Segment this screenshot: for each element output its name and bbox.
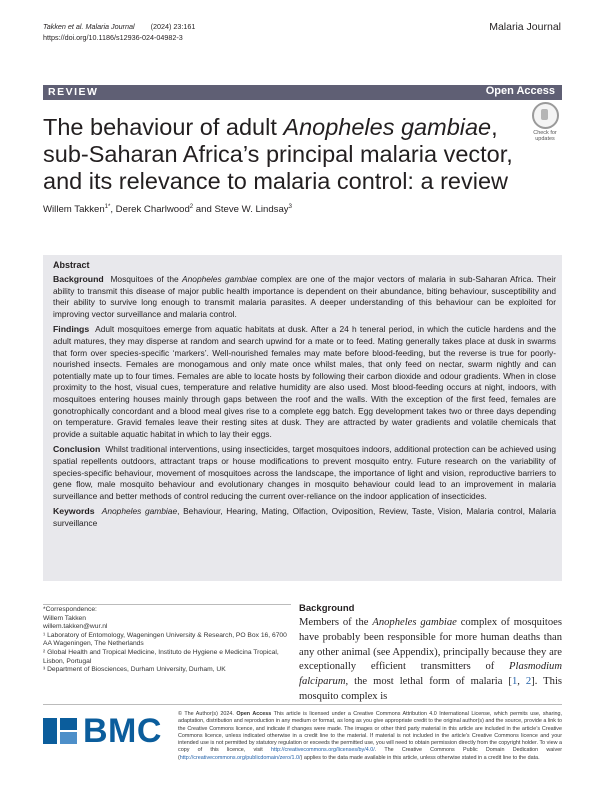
abstract-keywords: Keywords Anopheles gambiae, Behaviour, Hearing, Mating, Olfaction, Oviposition, Review, Taste, Vision, Malaria control, Malaria surveillance <box>53 506 557 528</box>
correspondence-name: Willem Takken <box>43 614 86 622</box>
abstract-box <box>43 255 562 581</box>
background-paragraph: Members of the Anopheles gambiae complex of mosquitoes have probably been responsible for more human deaths than any other animal (see Appendix), principally because they are exceptionally efficient transmitters of Plasmodium falciparum, the most lethal form of malaria [1, 2]. This mosquito complex is <box>299 617 563 702</box>
citation <box>43 22 195 43</box>
affiliation: ³ Department of Biosciences, Durham University, Durham, UK <box>43 666 226 674</box>
citation-journal: Takken et al. Malaria Journal <box>43 22 135 31</box>
correspondence-label: *Correspondence: <box>43 606 97 613</box>
check-for-updates-button[interactable] <box>529 102 561 142</box>
update-badge-icon <box>532 102 559 129</box>
abstract-heading: Abstract <box>53 260 90 270</box>
waiver-link[interactable]: http://creativecommons.org/publicdomain/zero/1.0/ <box>179 754 301 761</box>
license-text: © The Author(s) 2024. Open Access This article is licensed under a Creative Commons Attribution 4.0 International License, which permits use, sharing, adaptation, distribution and reproduction in any medium or format, as long as you give appropriate credit to the original author(s) and the source, provide a link to the Creative Commons licence, and indicate if changes were made. The images or other third party material in this article are included in the article’s Creative Commons licence, unless indicated otherwise in a credit line to the material. If material is not included in the article’s Creative Commons licence and your intended use is not permitted by statutory regulation or exceeds the permitted use, you will need to obtain permission directly from the copyright holder. To view a copy of this licence, visit http://creativecommons.org/licenses/by/4.0/. The Creative Commons Public Domain Dedication waiver (http://creativecommons.org/publicdomain/zero/1.0/) applies to the data made available in this article, unless otherwise stated in a credit line to the data. <box>178 711 563 761</box>
author-list: Willem Takken$^{1*}$, Derek Charlwood$^2$ and Steve W. Lindsay$^3$ <box>43 204 292 216</box>
journal-name: Malaria Journal <box>489 21 561 33</box>
check-for-updates-label: Check for updates <box>533 130 557 142</box>
article-title: The behaviour of adult Anopheles gambiae, sub-Saharan Africa’s principal malaria vector, and its relevance to malaria control: a review <box>43 114 513 194</box>
divider <box>43 604 291 605</box>
correspondence-email[interactable]: willem.takken@wur.nl <box>43 623 108 631</box>
author[interactable]: and Steve W. Lindsay <box>193 204 289 216</box>
article-type-banner <box>43 85 562 100</box>
author[interactable]: Willem Takken <box>43 204 105 216</box>
correspondence-block <box>43 606 288 675</box>
doi-link[interactable]: https://doi.org/10.1186/s12936-024-04982-3 <box>43 32 183 42</box>
reference-link[interactable]: 2 <box>525 676 532 688</box>
divider <box>43 704 562 705</box>
citation-volume: (2024) 23:161 <box>150 22 196 31</box>
affiliation: ² Global Health and Tropical Medicine, Instituto de Hygiene e Medicina Tropical, Lisbon, Portugal <box>43 648 279 665</box>
license-link[interactable]: http://creativecommons.org/licenses/by/4.0/ <box>271 747 375 754</box>
article-type: REVIEW <box>48 86 99 98</box>
author[interactable]: , Derek Charlwood <box>110 204 190 216</box>
abstract-findings: Findings Adult mosquitoes emerge from aquatic habitats at dusk. After a 24 h teneral period, in which the cuticle hardens and the adult matures, they may disperse at random and search upwind for a mate or to feed. Mating generally takes place at dusk in swarms that form over species-specific ‘markers’. Well-nourished females may mate before blood-feeding, but the reverse is true for poorly-nourished insects. Females are monogamous and only mate once whilst males, that only feed on nectar, swarm nightly and can potentially mate up to four times. Females are able to locate hosts by following their carbon dioxide and odour gradients. When in close proximity to the host, visual cues, temperature and relative humidity are also used. Most blood-feeding occurs at night, indoors, with mosquitoes entering houses mainly through gaps between the roof and the walls. With the exception of the first feed, females are gonotrophically concordant and a blood meal gives rise to a complete egg batch. Egg development takes two or three days depending on temperature. Gravid females leave their resting sites at dusk. They are attracted by water gradients and volatile chemicals that provide a suitable aquatic habitat in which to lay their eggs. <box>53 324 556 439</box>
abstract-conclusion: Conclusion Whilst traditional interventions, using insecticides, target mosquitoes indoors, additional protection can be achieved using spatial repellents outdoors, attractant traps or house modifications to prevent mosquito entry. Future research on the variability of species-specific behaviour, movement of mosquitoes across the landscape, the importance of light and vision, reproductive barriers to gene flow, male mosquito behaviour and evolutionary changes in mosquito behaviour could lead to an improvement in malaria surveillance and better methods of control reducing the current over-reliance on the indoor application of insecticides. <box>53 444 556 501</box>
bmc-mark-icon <box>43 714 77 748</box>
reference-link[interactable]: 1 <box>511 676 518 688</box>
open-access-label: Open Access <box>485 85 555 97</box>
bmc-logo-text: BMC <box>83 712 162 750</box>
background-heading: Background <box>299 603 355 614</box>
affiliation: ¹ Laboratory of Entomology, Wageningen University & Research, PO Box 16, 6700 AA Wageningen, The Netherlands <box>43 631 287 648</box>
abstract-background: Background Mosquitoes of the Anopheles gambiae complex are one of the major vectors of malaria in sub-Saharan Africa. Their ability to transmit this disease of major public health importance is dependent on their abundance, biting behaviour, susceptibility and their ability to survive long enough to transmit malaria parasites. A deeper understanding of this behaviour can be exploited for improving vector surveillance and malaria control. <box>53 274 556 319</box>
